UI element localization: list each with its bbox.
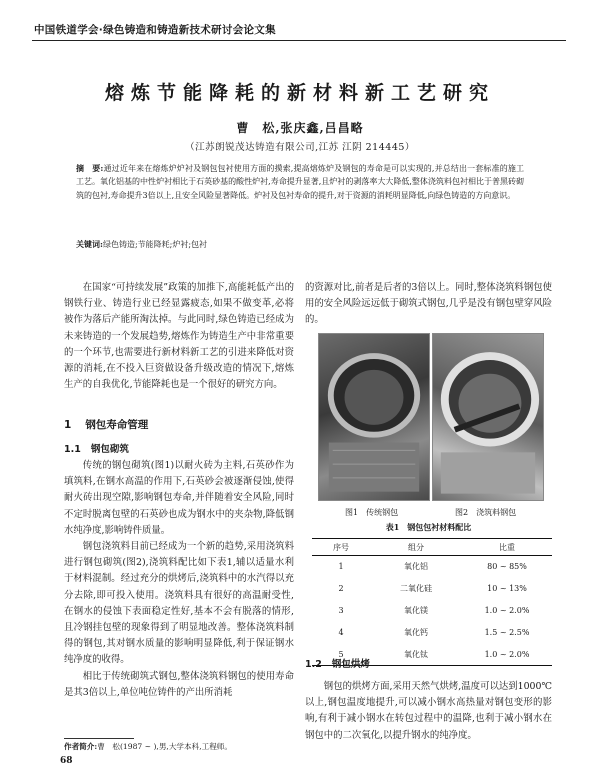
table-cell: 氧化钛 xyxy=(370,644,462,666)
table-cell: 2 xyxy=(338,584,344,593)
abstract-label: 摘 要: xyxy=(76,163,104,173)
table-cell: 氧化铝 xyxy=(404,562,428,572)
footnote-rule xyxy=(64,738,134,739)
table-cell: 1 xyxy=(338,562,344,572)
table-cell: 氧化钙 xyxy=(404,628,428,637)
section-1-1-paragraph-3: 相比于传统砌筑式钢包,整体浇筑料钢包的使用寿命是其3倍以上,单位吨位铸件的产出所消耗 xyxy=(64,670,294,698)
figure-1-caption: 图1 传统钢包 xyxy=(345,508,399,517)
section-1-2-paragraph-1: 钢包的烘烤方面,采用天然气烘烤,温度可以达到1000℃以上,钢包温度地提升,可以减小钢水高热量对钢包变形的影响,有利于减小钢水在转包过程中的温降,也利于减小钢水在钢包中的二次氧化,以提升钢水的纯净度。 xyxy=(305,681,552,741)
section-1-2-body xyxy=(305,679,552,744)
keywords-label: 关键词: xyxy=(76,239,103,249)
section-1-heading xyxy=(64,417,148,432)
intro-column xyxy=(64,280,294,393)
section-1-2-heading xyxy=(305,656,370,670)
section-1-2-number: 1.2 xyxy=(305,659,322,670)
header-rule xyxy=(32,40,566,41)
figure-2-photo xyxy=(432,333,544,501)
section-1-1-title: 钢包砌筑 xyxy=(90,444,129,455)
article-affiliation: （江苏朗锐茂达铸造有限公司,江苏 江阴 214445） xyxy=(185,142,415,153)
figure-2-illustration xyxy=(433,334,543,500)
table-cell: 氧化镁 xyxy=(404,606,428,615)
table-cell: 3 xyxy=(338,606,344,615)
keywords xyxy=(76,238,524,251)
section-1-2-title: 钢包烘烤 xyxy=(331,659,370,670)
article-authors: 曹 松,张庆鑫,吕昌略 xyxy=(236,121,364,135)
page-number: 68 xyxy=(60,756,73,766)
table-row xyxy=(312,622,552,644)
right-continuation-paragraph: 的资源对比,前者是后者的3倍以上。同时,整体浇筑料钢包使用的安全风险远远低于砌筑式钢包,几乎是没有钢包壁穿风险的。 xyxy=(305,282,552,326)
section-1-1-number: 1.1 xyxy=(64,444,81,455)
table-row xyxy=(312,578,552,600)
keywords-text: 绿色铸造;节能降耗;炉衬;包衬 xyxy=(102,240,208,249)
author-footnote xyxy=(64,741,232,752)
table-cell: 5 xyxy=(312,644,370,666)
figure-1-illustration xyxy=(319,334,429,500)
figure-1-photo xyxy=(318,333,430,501)
article-title: 熔炼节能降耗的新材料新工艺研究 xyxy=(104,82,495,104)
section-1-1-paragraph-2: 钢包浇筑料目前已经成为一个新的趋势,采用浇筑料进行钢包砌筑(图2),浇筑料配比如下表1,辅以适量水利于材料混制。经过充分的烘烤后,浇筑料中的水汽得以充分去除,即可投入使用。浇筑料具有很好的高温耐受性,在钢水的侵蚀下表面稳定性好,基本不会有脱落的情形,且冷钢挂包壁的现象得到了明显地改善。整体浇筑料制得的钢包,其对钢水质量的影响明显降低,利于保证钢水纯净度的收得。 xyxy=(64,541,294,666)
table-cell: 10 ~ 13% xyxy=(487,584,527,593)
right-column-top xyxy=(305,280,552,329)
section-1-title: 钢包寿命管理 xyxy=(85,419,149,431)
table-cell: 1.5 ~ 2.5% xyxy=(484,628,530,637)
table-cell: 4 xyxy=(338,628,344,637)
abstract xyxy=(76,162,524,202)
table-1 xyxy=(312,538,552,666)
section-1-1-heading xyxy=(64,441,129,455)
table-header-component: 组分 xyxy=(370,539,462,556)
abstract-text: 通过近年来在熔炼炉炉衬及钢包包衬使用方面的摸索,提高熔炼炉及钢包的寿命是可以实现的,并总结出一套标准的施工工艺。氧化铝基的中性炉衬相比于石英砂基的酸性炉衬,寿命提升显著,且炉衬的剥落率大大降低,整体浇筑料包衬相比于普黑砖砌筑的包衬,寿命提升3倍以上,且安全风险显著降低。炉衬及包衬寿命的提升,对于资源的消耗明显降低,向绿色铸造的方向意识。 xyxy=(76,164,524,200)
table-cell: 二氧化硅 xyxy=(400,584,432,593)
section-1-number: 1 xyxy=(64,419,72,431)
footnote-text: 曹 松(1987 ~ ),男,大学本科,工程师。 xyxy=(97,742,232,751)
section-1-1-body xyxy=(64,458,294,701)
table-row xyxy=(312,556,552,578)
intro-paragraph: 在国家“可持续发展”政策的加推下,高能耗低产出的钢铁行业、铸造行业已经显露疲态,如果不做变革,必将被作为落后产能所淘汰掉。与此同时,绿色铸造已经成为未来铸造的一个发展趋势,熔炼作为铸造生产中非常重要的一个环节,也需要进行新材料新工艺的引进来降低对资源的消耗,在不投入巨资做设备升级改造的情况下,熔炼生产的自我优化,节能降耗也是一个很好的研究方向。 xyxy=(64,282,294,391)
section-1-1-paragraph-1: 传统的钢包砌筑(图1)以耐火砖为主料,石英砂作为填筑料,在钢水高温的作用下,石英砂会被逐渐侵蚀,使得耐火砖出现空隙,影响钢包寿命,并伴随着安全风险,同时不定时脱离包壁的石英砂也成为钢水中的夹杂物,降低钢水纯净度,影响铸件质量。 xyxy=(64,460,294,536)
table-cell: 1.0 ~ 2.0% xyxy=(484,606,530,615)
table-cell: 1.0 ~ 2.0% xyxy=(462,644,552,666)
footnote-label: 作者简介: xyxy=(64,742,98,751)
running-head: 中国铁道学会·绿色铸造和铸造新技术研讨会论文集 xyxy=(34,24,276,36)
table-header-index: 序号 xyxy=(312,539,370,556)
table-header-row xyxy=(312,539,552,556)
table-row xyxy=(312,600,552,622)
table-1-caption: 表1 钢包包衬材料配比 xyxy=(385,522,472,532)
table-header-ratio: 比重 xyxy=(462,539,552,556)
table-cell: 80 ~ 85% xyxy=(487,562,527,572)
figure-2-caption: 图2 浇筑料钢包 xyxy=(455,508,517,517)
